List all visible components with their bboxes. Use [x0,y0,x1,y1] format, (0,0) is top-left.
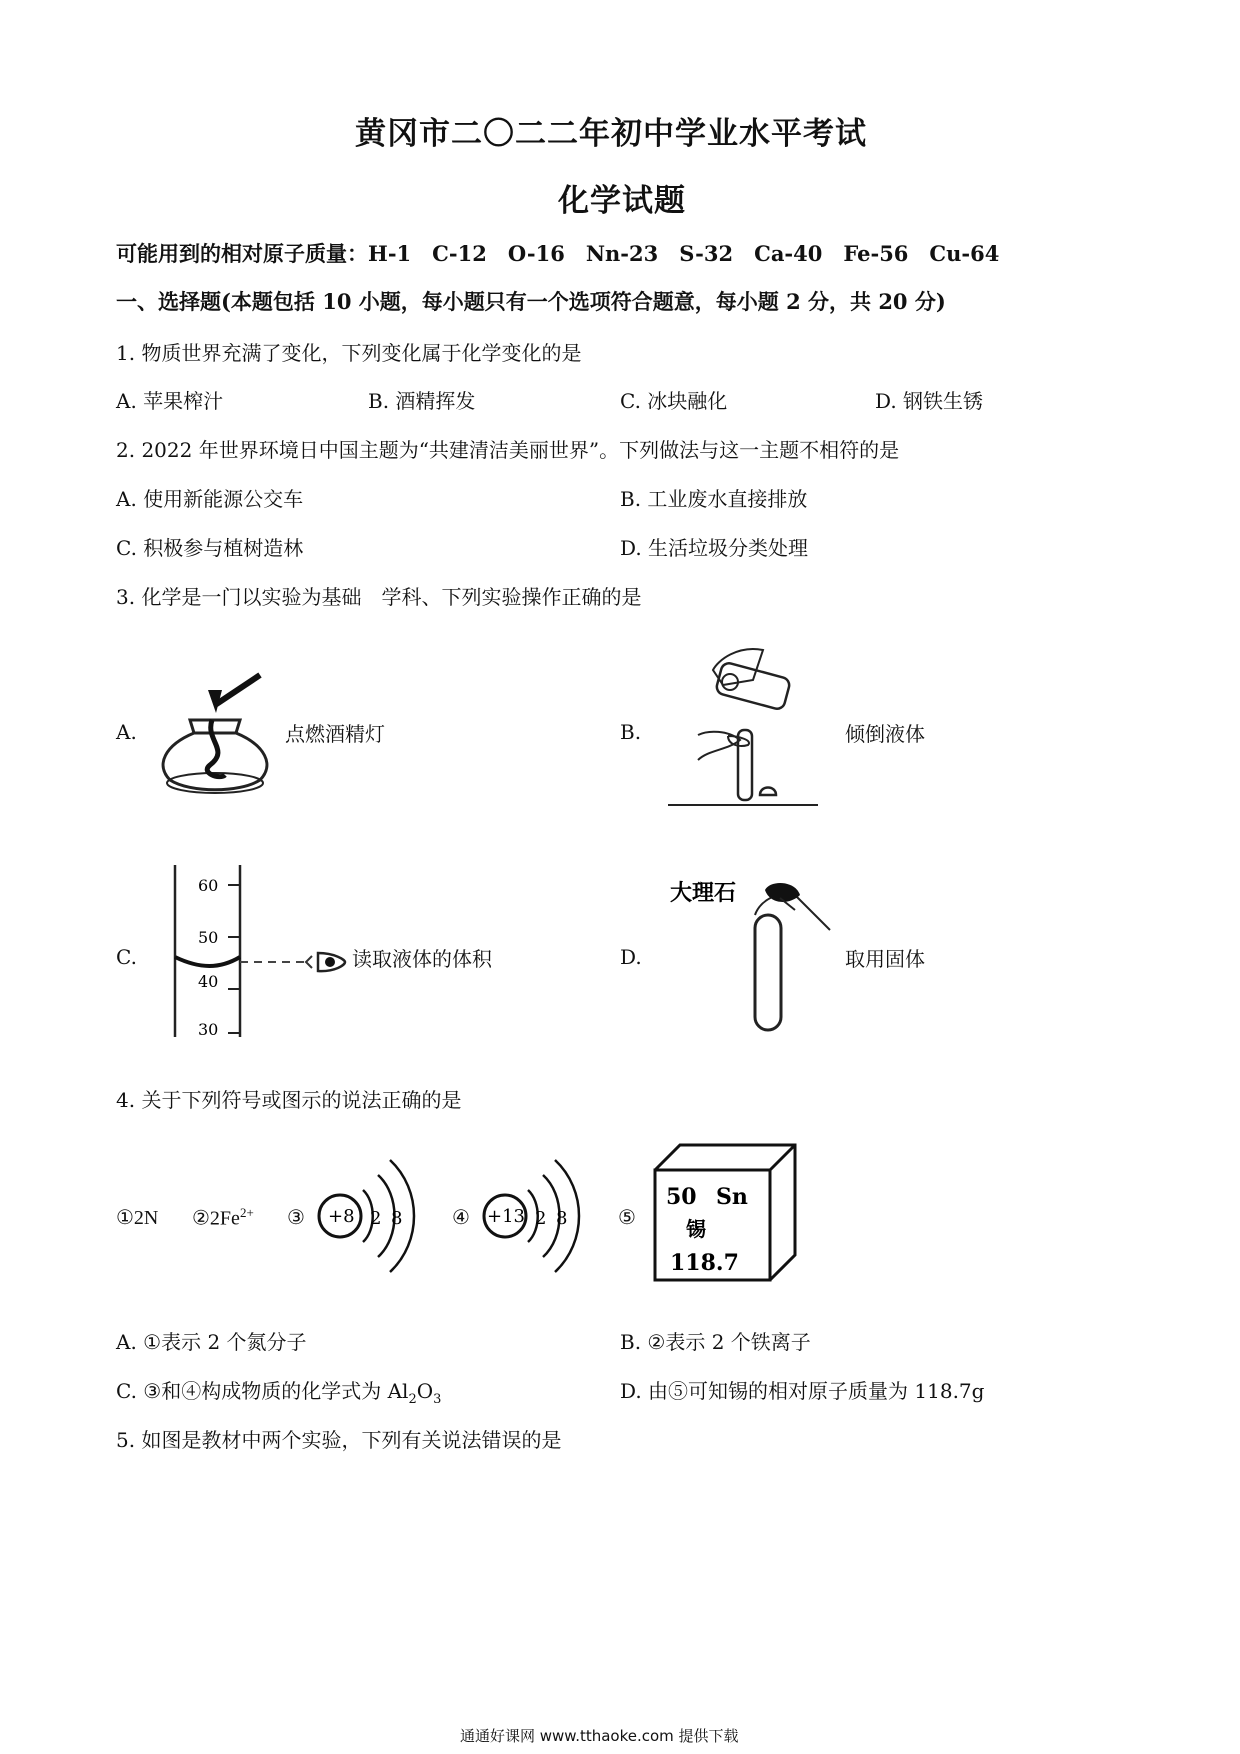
q4-option-c-mid: O [416,1379,434,1403]
atom4-shell-1: 2 [535,1208,547,1229]
q3-option-a-text: 点燃酒精灯 [285,722,385,746]
q3-option-a-letter: A. [116,720,137,744]
aluminum-ion-diagram [483,1150,593,1280]
alcohol-lamp-figure [150,665,280,800]
q1-option-d: D. 钢铁生锈 [875,389,984,413]
cylinder-tick-40: 40 [198,972,219,991]
q4-option-c [116,1375,441,1407]
q4-option-c-sub2: 3 [433,1392,442,1407]
symbol-2-charge: 2+ [239,1205,254,1220]
q4-option-c-text: C. ③和④构成物质的化学式为 Al [116,1379,409,1403]
element-symbol: Sn [716,1184,748,1210]
q3-option-c-text: 读取液体的体积 [352,947,492,971]
q3-option-c-letter: C. [116,945,137,969]
atomic-masses: 可能用到的相对原子质量：H-1 C-12 O-16 Nn-23 S-32 Ca-40 Fe-56 Cu-64 [116,241,1000,266]
marble-label: 大理石 [670,880,737,906]
q4-stem: 4. 关于下列符号或图示的说法正确的是 [116,1088,462,1112]
symbol-3-marker: ③ [287,1205,305,1229]
atom3-shell-2: 8 [391,1208,403,1229]
element-number: 50 [666,1184,697,1210]
element-mass: 118.7 [670,1250,739,1276]
tin-element-cell [650,1140,800,1290]
q3-stem: 3. 化学是一门以实验为基础 学科、下列实验操作正确的是 [116,585,642,609]
page-subtitle: 化学试题 [558,183,686,219]
taking-solid-figure [670,870,830,1040]
footer-source: 通通好课网 www.tthaoke.com 提供下载 [460,1727,739,1745]
symbol-4-marker: ④ [452,1205,470,1229]
graduated-cylinder-figure [160,865,360,1045]
q4-option-b: B. ②表示 2 个铁离子 [620,1330,811,1354]
atom4-nucleus: +13 [487,1206,525,1227]
q4-option-d: D. 由⑤可知锡的相对原子质量为 118.7g [620,1379,985,1403]
page-title: 黄冈市二〇二二年初中学业水平考试 [355,116,867,152]
oxygen-ion-diagram [318,1150,428,1280]
q2-stem: 2. 2022 年世界环境日中国主题为“共建清洁美丽世界”。下列做法与这一主题不相符的是 [116,438,900,462]
cylinder-tick-60: 60 [198,876,219,895]
cylinder-tick-30: 30 [198,1020,219,1039]
q1-stem: 1. 物质世界充满了变化，下列变化属于化学变化的是 [116,341,582,365]
atom3-shell-1: 2 [370,1208,382,1229]
q4-option-c-sub1: 2 [408,1392,417,1407]
q2-option-a: A. 使用新能源公交车 [116,487,304,511]
q3-option-b-letter: B. [620,720,642,744]
atom4-shell-2: 8 [556,1208,568,1229]
symbol-1: ①2N [116,1207,159,1229]
q2-option-b: B. 工业废水直接排放 [620,487,808,511]
q1-option-c: C. 冰块融化 [620,389,728,413]
q4-option-a: A. ①表示 2 个氮分子 [116,1330,307,1354]
section-heading: 一、选择题(本题包括 10 小题，每小题只有一个选项符合题意，每小题 2 分，共 20 分) [116,289,946,314]
q3-option-b-text: 倾倒液体 [845,722,925,746]
q1-option-b: B. 酒精挥发 [368,389,476,413]
q5-stem: 5. 如图是教材中两个实验，下列有关说法错误的是 [116,1428,562,1452]
symbol-2-text: ②2Fe [192,1207,240,1230]
pouring-liquid-figure [668,640,828,815]
q2-option-c: C. 积极参与植树造林 [116,536,304,560]
element-name: 锡 [686,1217,706,1241]
atom3-nucleus: +8 [328,1206,355,1227]
q3-option-d-text: 取用固体 [845,947,925,971]
cylinder-tick-50: 50 [198,928,219,947]
q1-option-a: A. 苹果榨汁 [116,389,224,413]
q3-option-d-letter: D. [620,945,642,969]
symbol-5-marker: ⑤ [618,1205,636,1229]
q2-option-d: D. 生活垃圾分类处理 [620,536,809,560]
symbol-2 [192,1205,254,1231]
